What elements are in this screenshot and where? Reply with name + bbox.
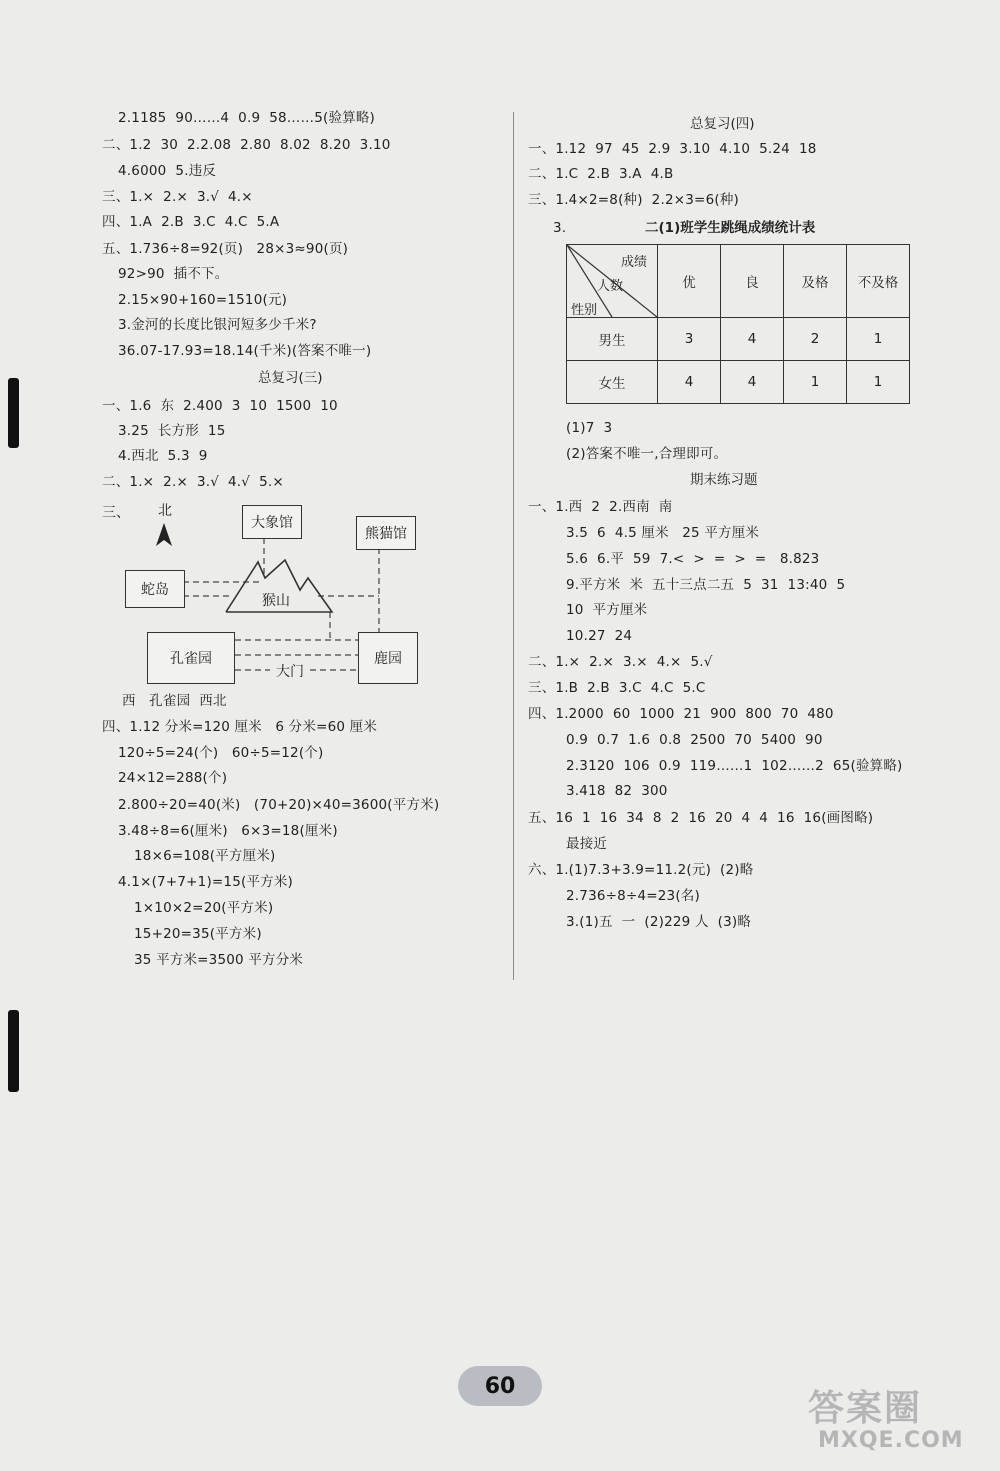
table-cell: 4 [721, 361, 784, 404]
map-panda-hall: 熊猫馆 [356, 516, 416, 550]
diag-bottom-label: 性别 [571, 303, 598, 318]
left-line-11: 一、1.6 东 2.400 3 10 1500 10 [102, 398, 338, 414]
table-row [567, 361, 910, 404]
right-line-10: 10 平方厘米 [566, 602, 648, 618]
page-number: 60 [458, 1366, 542, 1406]
left-line-20: 3.48÷8=6(厘米) 6×3=18(厘米) [118, 823, 338, 839]
table-cell: 3 [658, 318, 721, 361]
right-line-19: 最接近 [566, 836, 608, 852]
right-line-13: 三、1.B 2.B 3.C 4.C 5.C [528, 680, 706, 696]
left-line-12: 3.25 长方形 15 [118, 423, 226, 439]
left-line-5: 四、1.A 2.B 3.C 4.C 5.A [102, 214, 280, 230]
left-line-2: 二、1.2 30 2.2.08 2.80 8.02 8.20 3.10 [102, 137, 391, 153]
section-heading-final: 期末练习题 [690, 472, 758, 488]
map-elephant-hall: 大象馆 [242, 505, 302, 539]
table-number: 3. [553, 220, 567, 236]
left-line-19: 2.800÷20=40(米) (70+20)×40=3600(平方米) [118, 797, 440, 813]
right-line-17: 3.418 82 300 [566, 783, 668, 799]
header-cell: 良 [721, 245, 784, 318]
right-line-20: 六、1.(1)7.3+3.9=11.2(元) (2)略 [528, 862, 754, 878]
table-cell: 1 [784, 361, 847, 404]
left-line-14: 二、1.× 2.× 3.√ 4.√ 5.× [102, 474, 284, 490]
right-line-1: 一、1.12 97 45 2.9 3.10 4.10 5.24 18 [528, 141, 817, 157]
right-line-9: 9.平方米 米 五十三点二五 5 31 13:40 5 [566, 577, 846, 593]
left-line-13: 4.西北 5.3 9 [118, 448, 208, 464]
left-line-15: 西 孔雀园 西北 [122, 693, 227, 709]
right-line-3: 三、1.4×2=8(种) 2.2×3=6(种) [528, 192, 739, 208]
left-line-25: 35 平方米=3500 平方分米 [134, 952, 304, 968]
left-line-4: 三、1.× 2.× 3.√ 4.× [102, 189, 253, 205]
right-line-15: 0.9 0.7 1.6 0.8 2500 70 5400 90 [566, 732, 823, 748]
left-line-24: 15+20=35(平方米) [134, 926, 262, 942]
left-line-7: 92>90 插不下。 [118, 266, 229, 282]
left-line-9: 3.金河的长度比银河短多少千米? [118, 317, 317, 333]
left-line-18: 24×12=288(个) [118, 770, 228, 786]
map-peacock-garden: 孔雀园 [147, 632, 235, 684]
right-line-6: 一、1.西 2 2.西南 南 [528, 499, 673, 515]
row-label: 男生 [567, 318, 658, 361]
table-cell: 1 [847, 318, 910, 361]
right-line-14: 四、1.2000 60 1000 21 900 800 70 480 [528, 706, 834, 722]
right-line-22: 3.(1)五 一 (2)229 人 (3)略 [566, 914, 752, 930]
table-cell: 1 [847, 361, 910, 404]
left-line-10: 36.07-17.93=18.14(千米)(答案不唯一) [118, 343, 372, 359]
map-snake-island: 蛇岛 [125, 570, 185, 608]
table-diagonal-header [567, 245, 658, 318]
left-line-17: 120÷5=24(个) 60÷5=12(个) [118, 745, 324, 761]
table-cell: 4 [721, 318, 784, 361]
jump-rope-stats-table [566, 244, 910, 404]
header-cell: 不及格 [847, 245, 910, 318]
scan-mark-bottom [8, 1010, 19, 1092]
watermark-logo: 答案圈 [808, 1388, 923, 1429]
right-line-16: 2.3120 106 0.9 119……1 102……2 65(验算略) [566, 758, 903, 774]
map-north-label: 北 [158, 503, 172, 519]
right-line-18: 五、16 1 16 34 8 2 16 20 4 4 16 16(画图略) [528, 810, 874, 826]
section-heading-review-4: 总复习(四) [690, 116, 755, 132]
north-arrow-icon [156, 523, 172, 546]
right-line-21: 2.736÷8÷4=23(名) [566, 888, 700, 904]
right-line-7: 3.5 6 4.5 厘米 25 平方厘米 [566, 525, 760, 541]
header-cell: 及格 [784, 245, 847, 318]
map-deer-garden: 鹿园 [358, 632, 418, 684]
table-cell: 2 [784, 318, 847, 361]
table-row [567, 318, 910, 361]
left-line-8: 2.15×90+160=1510(元) [118, 292, 288, 308]
right-line-5: (2)答案不唯一,合理即可。 [566, 446, 728, 462]
header-cell: 优 [658, 245, 721, 318]
left-line-3: 4.6000 5.违反 [118, 163, 217, 179]
left-line-21: 18×6=108(平方厘米) [134, 848, 276, 864]
right-line-8: 5.6 6.平 59 7.< > = > = 8.823 [566, 551, 820, 567]
watermark-url: MXQE.COM [818, 1428, 964, 1453]
map-gate-label: 大门 [276, 664, 304, 680]
left-line-16: 四、1.12 分米=120 厘米 6 分米=60 厘米 [102, 719, 378, 735]
left-line-23: 1×10×2=20(平方米) [134, 900, 274, 916]
section-heading-review-3: 总复习(三) [258, 370, 323, 386]
left-line-1: 2.1185 90……4 0.9 58……5(验算略) [118, 110, 376, 126]
map-monkey-mountain-label: 猴山 [262, 593, 290, 609]
left-line-22: 4.1×(7+7+1)=15(平方米) [118, 874, 294, 890]
right-line-11: 10.27 24 [566, 628, 633, 644]
right-line-12: 二、1.× 2.× 3.× 4.× 5.√ [528, 654, 713, 670]
table-cell: 4 [658, 361, 721, 404]
right-line-4: (1)7 3 [566, 420, 613, 436]
diag-top-label: 成绩 [621, 255, 648, 270]
diag-mid-label: 人数 [597, 279, 624, 294]
table-title: 二(1)班学生跳绳成绩统计表 [645, 220, 816, 236]
row-label: 女生 [567, 361, 658, 404]
left-line-6: 五、1.736÷8=92(页) 28×3≈90(页) [102, 241, 349, 257]
map-section-label: 三、 [102, 505, 130, 521]
right-line-2: 二、1.C 2.B 3.A 4.B [528, 166, 674, 182]
